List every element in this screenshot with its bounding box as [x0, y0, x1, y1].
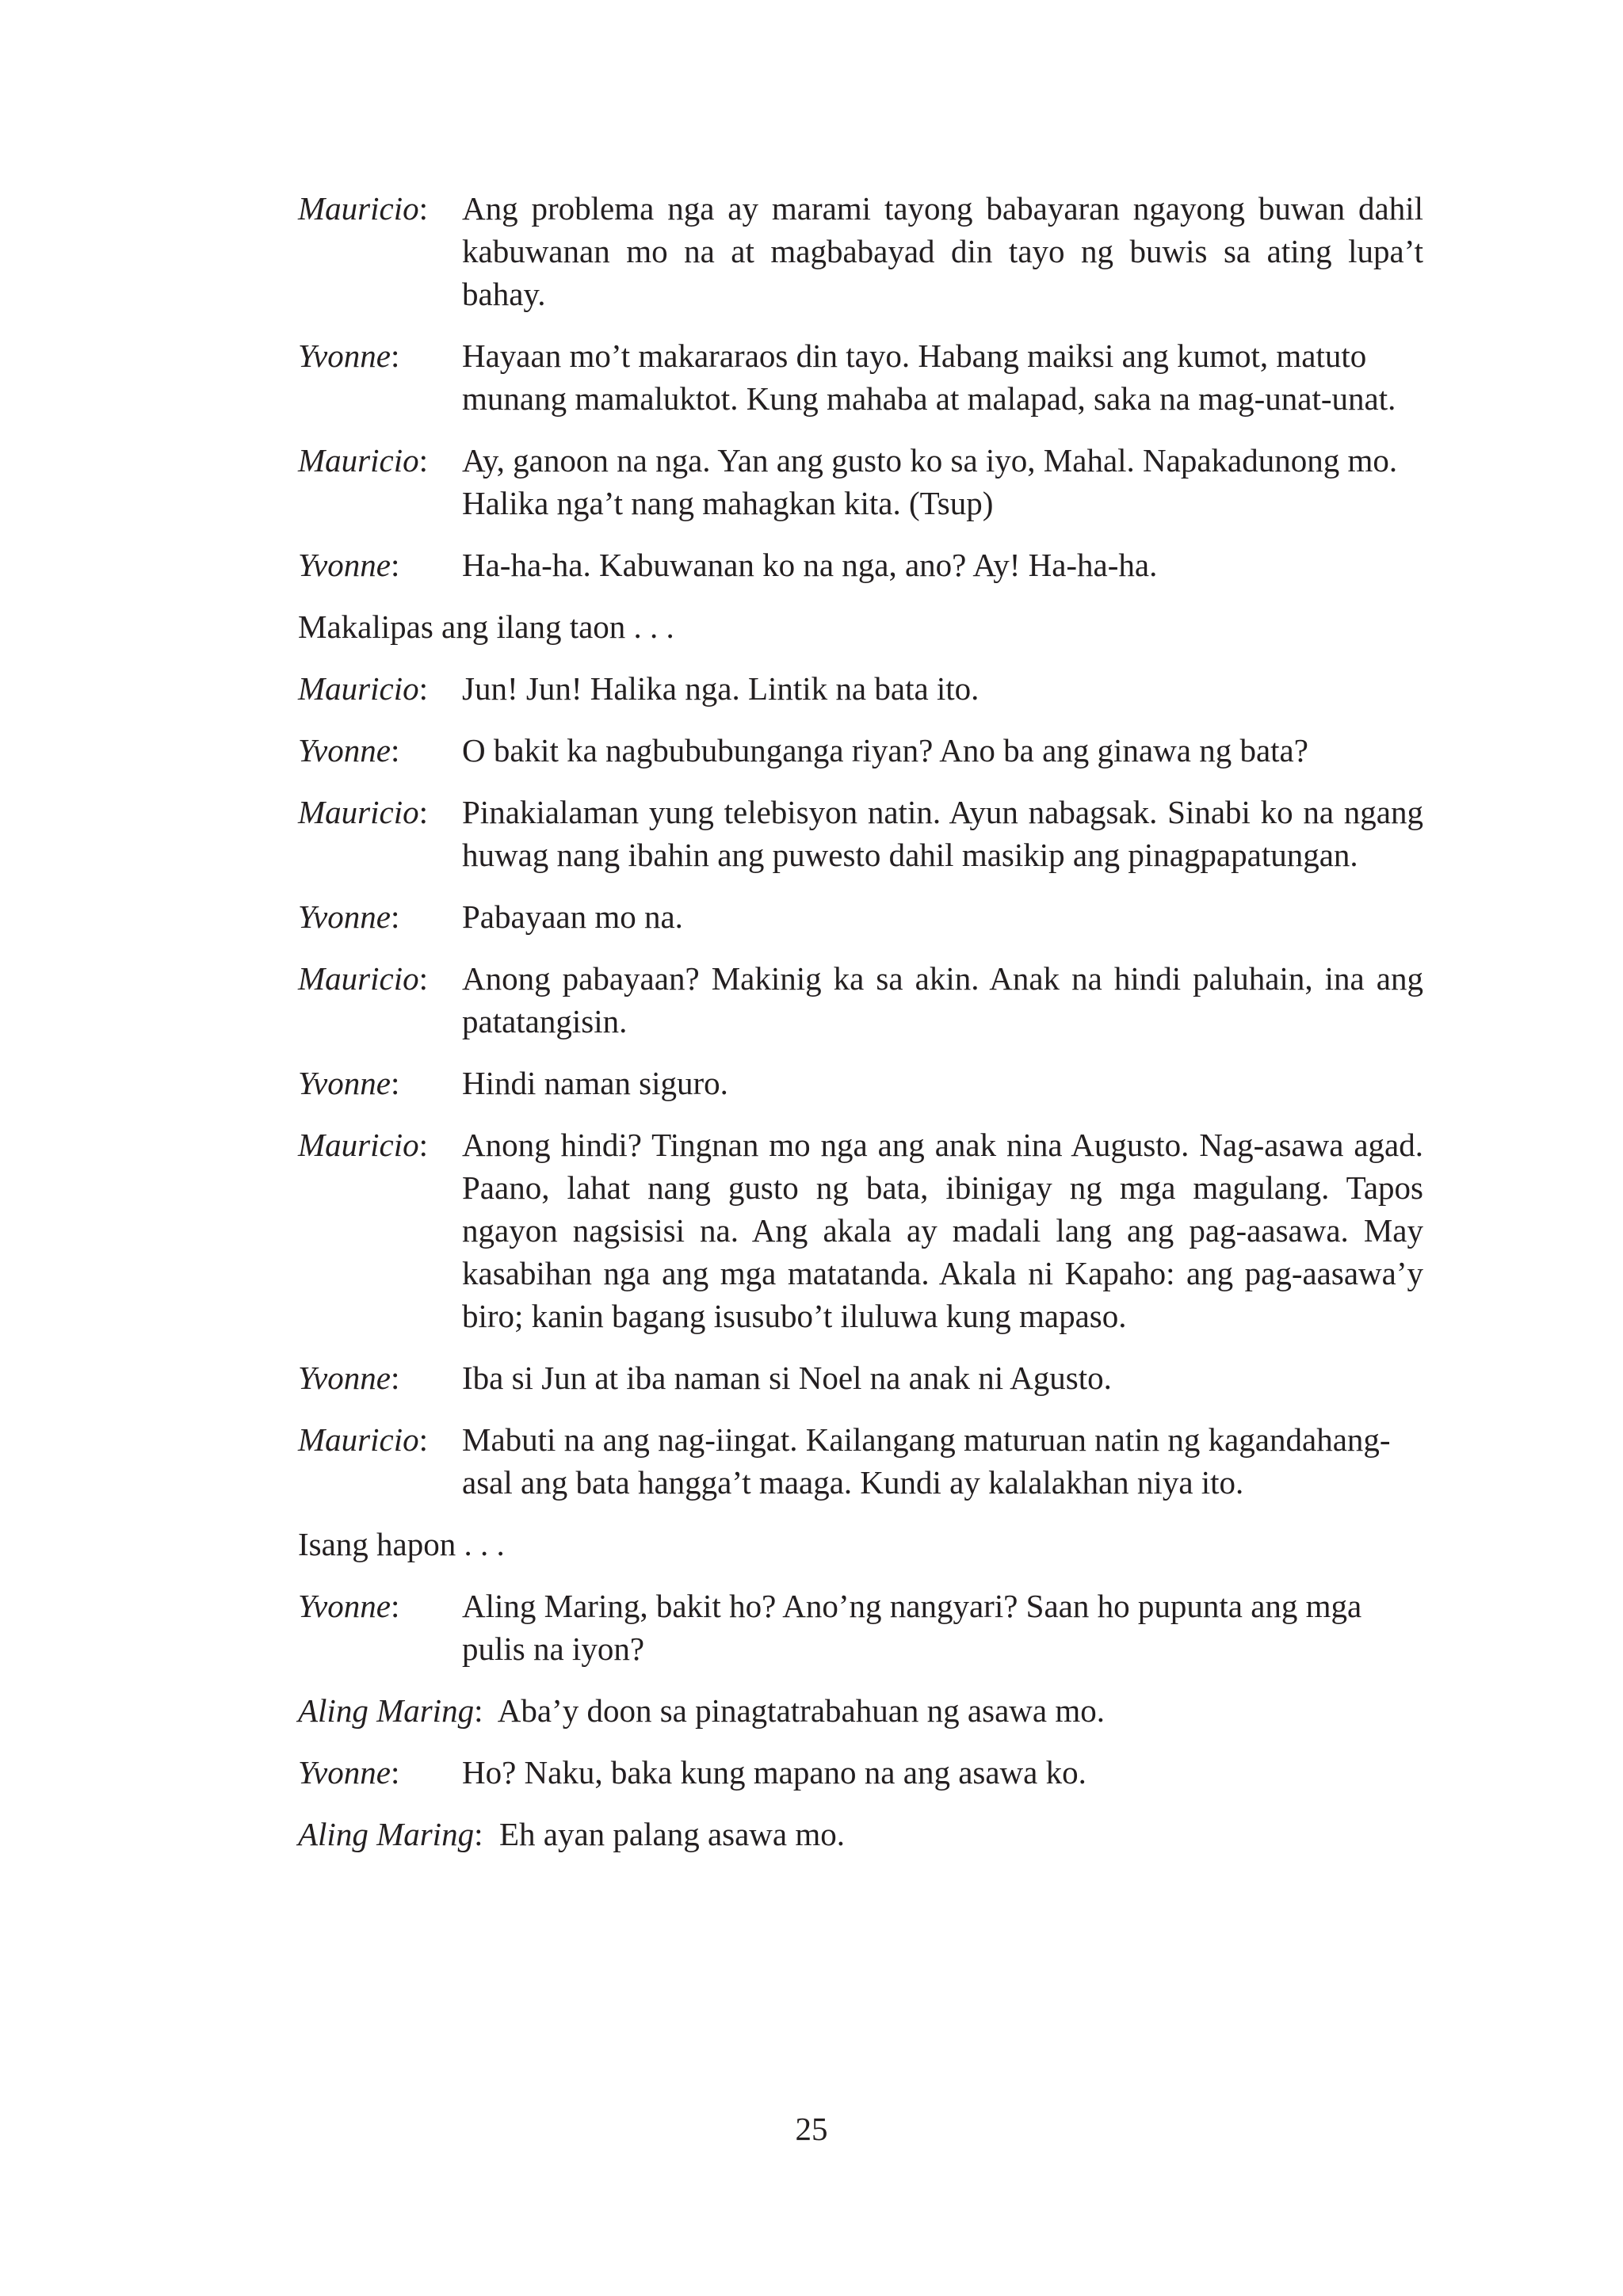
speaker-name: Aling Maring:: [298, 1692, 483, 1729]
stage-narration: Makalipas ang ilang taon . . .: [298, 608, 674, 645]
dialogue-text: Ang problema nga ay marami tayong babayaran ngayong buwan dahil kabuwanan mo na at magbabayad din tayo ng buwis sa ating lupa’t bahay.: [462, 190, 1423, 312]
speaker-name: Yvonne:: [298, 1360, 400, 1396]
speaker-name: Yvonne:: [298, 1754, 400, 1791]
dialogue-text: Hayaan mo’t makararaos din tayo. Habang maiksi ang kumot, matuto munang mamaluktot. Kung mahaba at malapad, saka na mag-unat-unat.: [462, 338, 1396, 417]
dialogue-entry: [298, 1689, 1423, 1732]
dialogue-entry: [298, 1062, 1423, 1104]
speaker-name: Yvonne:: [298, 1065, 400, 1101]
dialogue-text: Pinakialaman yung telebisyon natin. Ayun nabagsak. Sinabi ko na ngang huwag nang ibahin ang puwesto dahil masikip ang pinagpapatungan.: [462, 794, 1423, 873]
speaker-name: Mauricio:: [298, 190, 428, 227]
speaker-name: Mauricio:: [298, 1421, 428, 1458]
speaker-name: Yvonne:: [298, 1588, 400, 1624]
dialogue-entry: [298, 791, 1423, 876]
dialogue-entry: [298, 1585, 1423, 1670]
dialogue-text: Aba’y doon sa pinagtatrabahuan ng asawa mo.: [497, 1692, 1105, 1729]
dialogue-entry: [298, 895, 1423, 938]
dialogue-text: Anong hindi? Tingnan mo nga ang anak nina Augusto. Nag-asawa agad. Paano, lahat nang gusto ng bata, ibinigay ng mga magulang. Tapos ngayon nagsisisi na. Ang akala ay madali lang ang pag-aasawa. May kasabihan nga ang mga matatanda. Akala ni Kapaho: ang pag-aasawa’y biro; kanin bagang isusubo’t iluluwa kung mapaso.: [462, 1127, 1423, 1334]
speaker-name: Mauricio:: [298, 960, 428, 997]
dialogue-entry: [298, 1356, 1423, 1399]
dialogue-entry: [298, 1123, 1423, 1337]
dialogue-entry: [298, 667, 1423, 710]
dialogue-entry: [298, 543, 1423, 586]
dialogue-text: Iba si Jun at iba naman si Noel na anak ni Agusto.: [462, 1360, 1112, 1396]
dialogue-text: Mabuti na ang nag-iingat. Kailangang maturuan natin ng kagandahang-asal ang bata hangga’t maaga. Kundi ay kalalakhan niya ito.: [462, 1421, 1391, 1501]
dialogue-entry: [298, 1813, 1423, 1855]
dialogue-text: O bakit ka nagbububunganga riyan? Ano ba ang ginawa ng bata?: [462, 732, 1308, 769]
speaker-name: Yvonne:: [298, 732, 400, 769]
dialogue-entry: [298, 1751, 1423, 1794]
dialogue-line: [298, 1689, 1423, 1732]
dialogue-text: Aling Maring, bakit ho? Ano’ng nangyari? Saan ho pupunta ang mga pulis na iyon?: [462, 1588, 1362, 1667]
dialogue-text: Pabayaan mo na.: [462, 898, 683, 935]
dialogue-line: [298, 1813, 1423, 1855]
speaker-name: Aling Maring:: [298, 1816, 483, 1852]
dialogue-text: Jun! Jun! Halika nga. Lintik na bata ito.: [462, 670, 980, 707]
speaker-name: Yvonne:: [298, 547, 400, 583]
dialogue-text: Hindi naman siguro.: [462, 1065, 728, 1101]
speaker-name: Yvonne:: [298, 898, 400, 935]
stage-narration: Isang hapon . . .: [298, 1526, 505, 1562]
dialogue-entry: [298, 957, 1423, 1043]
page-number: 25: [795, 2111, 828, 2147]
speaker-name: Mauricio:: [298, 442, 428, 479]
dialogue-text: Ho? Naku, baka kung mapano na ang asawa ko.: [462, 1754, 1086, 1791]
dialogue-entry: [298, 1418, 1423, 1504]
speaker-name: Mauricio:: [298, 1127, 428, 1163]
script-body: [298, 187, 1423, 1875]
dialogue-text: Eh ayan palang asawa mo.: [498, 1816, 846, 1852]
speaker-name: Mauricio:: [298, 794, 428, 830]
dialogue-entry: [298, 439, 1423, 524]
dialogue-entry: [298, 187, 1423, 315]
dialogue-text: Anong pabayaan? Makinig ka sa akin. Anak na hindi paluhain, ina ang patatangisin.: [462, 960, 1423, 1039]
dialogue-entry: [298, 334, 1423, 420]
dialogue-text: Ha-ha-ha. Kabuwanan ko na nga, ano? Ay! Ha-ha-ha.: [462, 547, 1158, 583]
dialogue-entry: [298, 729, 1423, 772]
speaker-name: Yvonne:: [298, 338, 400, 374]
speaker-name: Mauricio:: [298, 670, 428, 707]
dialogue-text: Ay, ganoon na nga. Yan ang gusto ko sa iyo, Mahal. Napakadunong mo. Halika nga’t nang mahagkan kita. (Tsup): [462, 442, 1398, 521]
